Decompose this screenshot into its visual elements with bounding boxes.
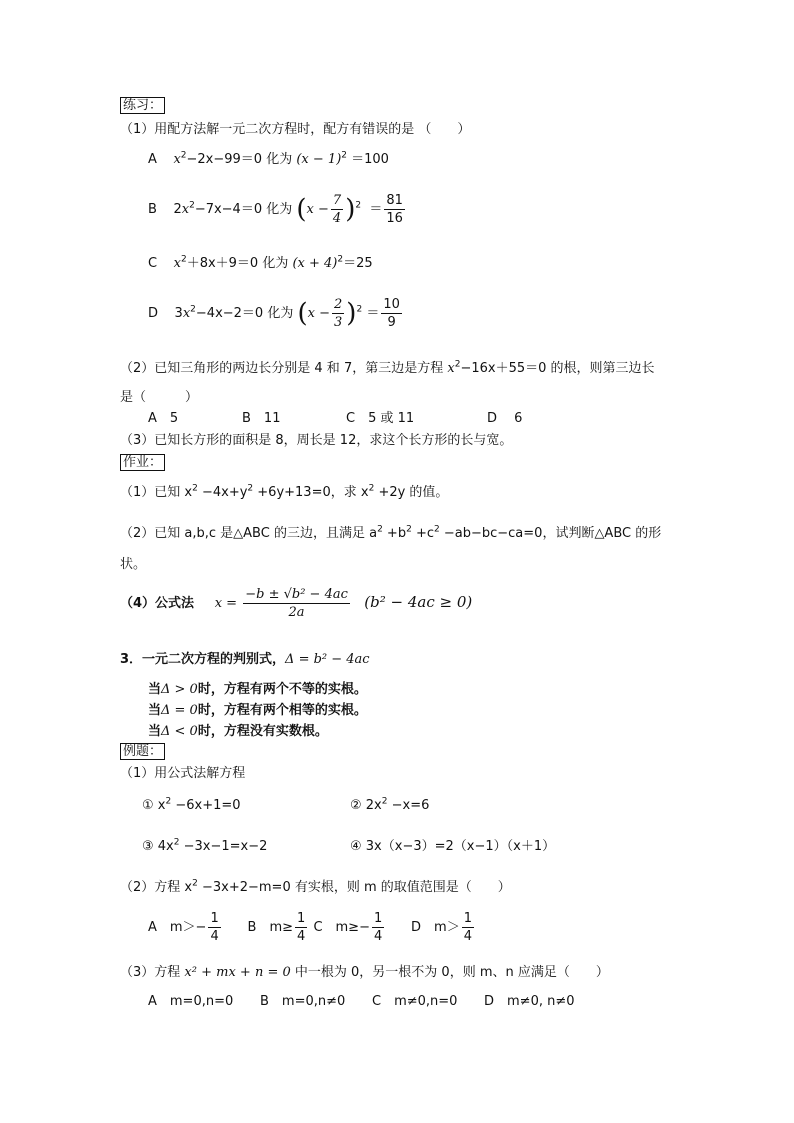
practice-header: 练习： — [120, 99, 165, 112]
practice-q2-option-d: D 6 — [487, 411, 523, 426]
examples-q2-option-b: B m≥ $\frac{1}{4}$ — [247, 911, 306, 944]
examples-q2-option-c: C m≥− $\frac{1}{4}$ — [313, 911, 383, 944]
homework-q1: （1）已知 $x^2 -4x+y^2 +6y+13=0$，求 $x^2 +2y$ 的值。 — [120, 483, 449, 500]
homework-q2: （2）已知 a,b,c 是△ABC 的三边，且满足 $a^2 +b^2 +c^2 -ab-bc-ca=0$，试判断△ABC 的形 — [120, 524, 662, 541]
practice-q3: （3）已知长方形的面积是 8，周长是 12，求这个长方形的长与宽。 — [120, 433, 513, 448]
examples-q3-prompt: （3）方程 x² + mx + n = 0 中一根为 0，另一根不为 0，则 m、n 应满足（ ） — [120, 965, 609, 980]
discriminant-case-3: 当Δ < 0时，方程没有实数根。 — [148, 724, 328, 739]
examples-q2-prompt: （2）方程 $x^2 -3x+2-m=0$ 有实根，则 m 的取值范围是（ ） — [120, 878, 511, 895]
practice-q1-option-d: D $3x^2-4x-2=0$ 化为 (x − $\frac{2}{3}$ )$^2$ ＝ $\frac{10}{9}$ — [148, 297, 400, 330]
formula-line: （4）公式法 x = $\frac{\text{−b ± √b² − 4ac}}{2a}$ (b² − 4ac ≥ 0) — [120, 587, 473, 620]
homework-q2-line2: 状。 — [120, 557, 147, 572]
examples-q3-option-b: B m=0,n≠0 — [260, 994, 346, 1009]
examples-q1-eq3: ③ $4x^2 -3x-1=x-2$ — [142, 837, 268, 854]
examples-q1-eq1: ① $x^2 -6x+1=0$ — [142, 796, 241, 813]
examples-q2-option-d: D m＞ $\frac{1}{4}$ — [411, 911, 473, 944]
practice-q2-option-b: B 11 — [242, 411, 281, 426]
practice-q2-line1: （2）已知三角形的两边长分别是 4 和 7，第三边是方程 $x^2-16x+55=0$ 的根，则第三边长 — [120, 359, 655, 376]
homework-header: 作业： — [120, 456, 165, 469]
practice-q2-option-c: C 5 或 11 — [346, 411, 415, 426]
examples-q1-prompt: （1）用公式法解方程 — [120, 766, 246, 781]
examples-q1-eq4: ④ 3x（x−3）=2（x−1）（x＋1） — [350, 839, 556, 854]
practice-q2-line2: 是（ ） — [120, 390, 199, 405]
examples-q2-option-a: A m＞− $\frac{1}{4}$ — [148, 911, 219, 944]
practice-q1-prompt: （1）用配方法解一元二次方程时，配方有错误的是 （ ） — [120, 122, 471, 137]
examples-q3-option-d: D m≠0, n≠0 — [484, 994, 575, 1009]
examples-q2-options — [148, 912, 476, 943]
practice-q1-option-c: C $x^2+8x+9=0$ 化为 $(x + 4)^2=25$ — [148, 254, 373, 271]
examples-header: 例题： — [120, 745, 165, 758]
practice-q1-option-a: A $x^2-2x-99=0$ 化为 $(x - 1)^2 =100$ — [148, 150, 389, 167]
discriminant-case-2: 当Δ = 0时，方程有两个相等的实根。 — [148, 703, 367, 718]
practice-q1-option-b: B $2x^2-7x-4=0$ 化为 (x − $\frac{7}{4}$ )$^2$ ＝ $\frac{81}{16}$ — [148, 193, 403, 226]
examples-q3-option-a: A m=0,n=0 — [148, 994, 234, 1009]
discriminant-title: 3．一元二次方程的判别式，Δ = b² − 4ac — [120, 652, 370, 667]
discriminant-case-1: 当Δ > 0时，方程有两个不等的实根。 — [148, 682, 367, 697]
examples-q3-option-c: C m≠0,n=0 — [372, 994, 458, 1009]
practice-q2-option-a: A 5 — [148, 411, 179, 426]
examples-q1-eq2: ② $2x^2 -x=6$ — [350, 796, 430, 813]
